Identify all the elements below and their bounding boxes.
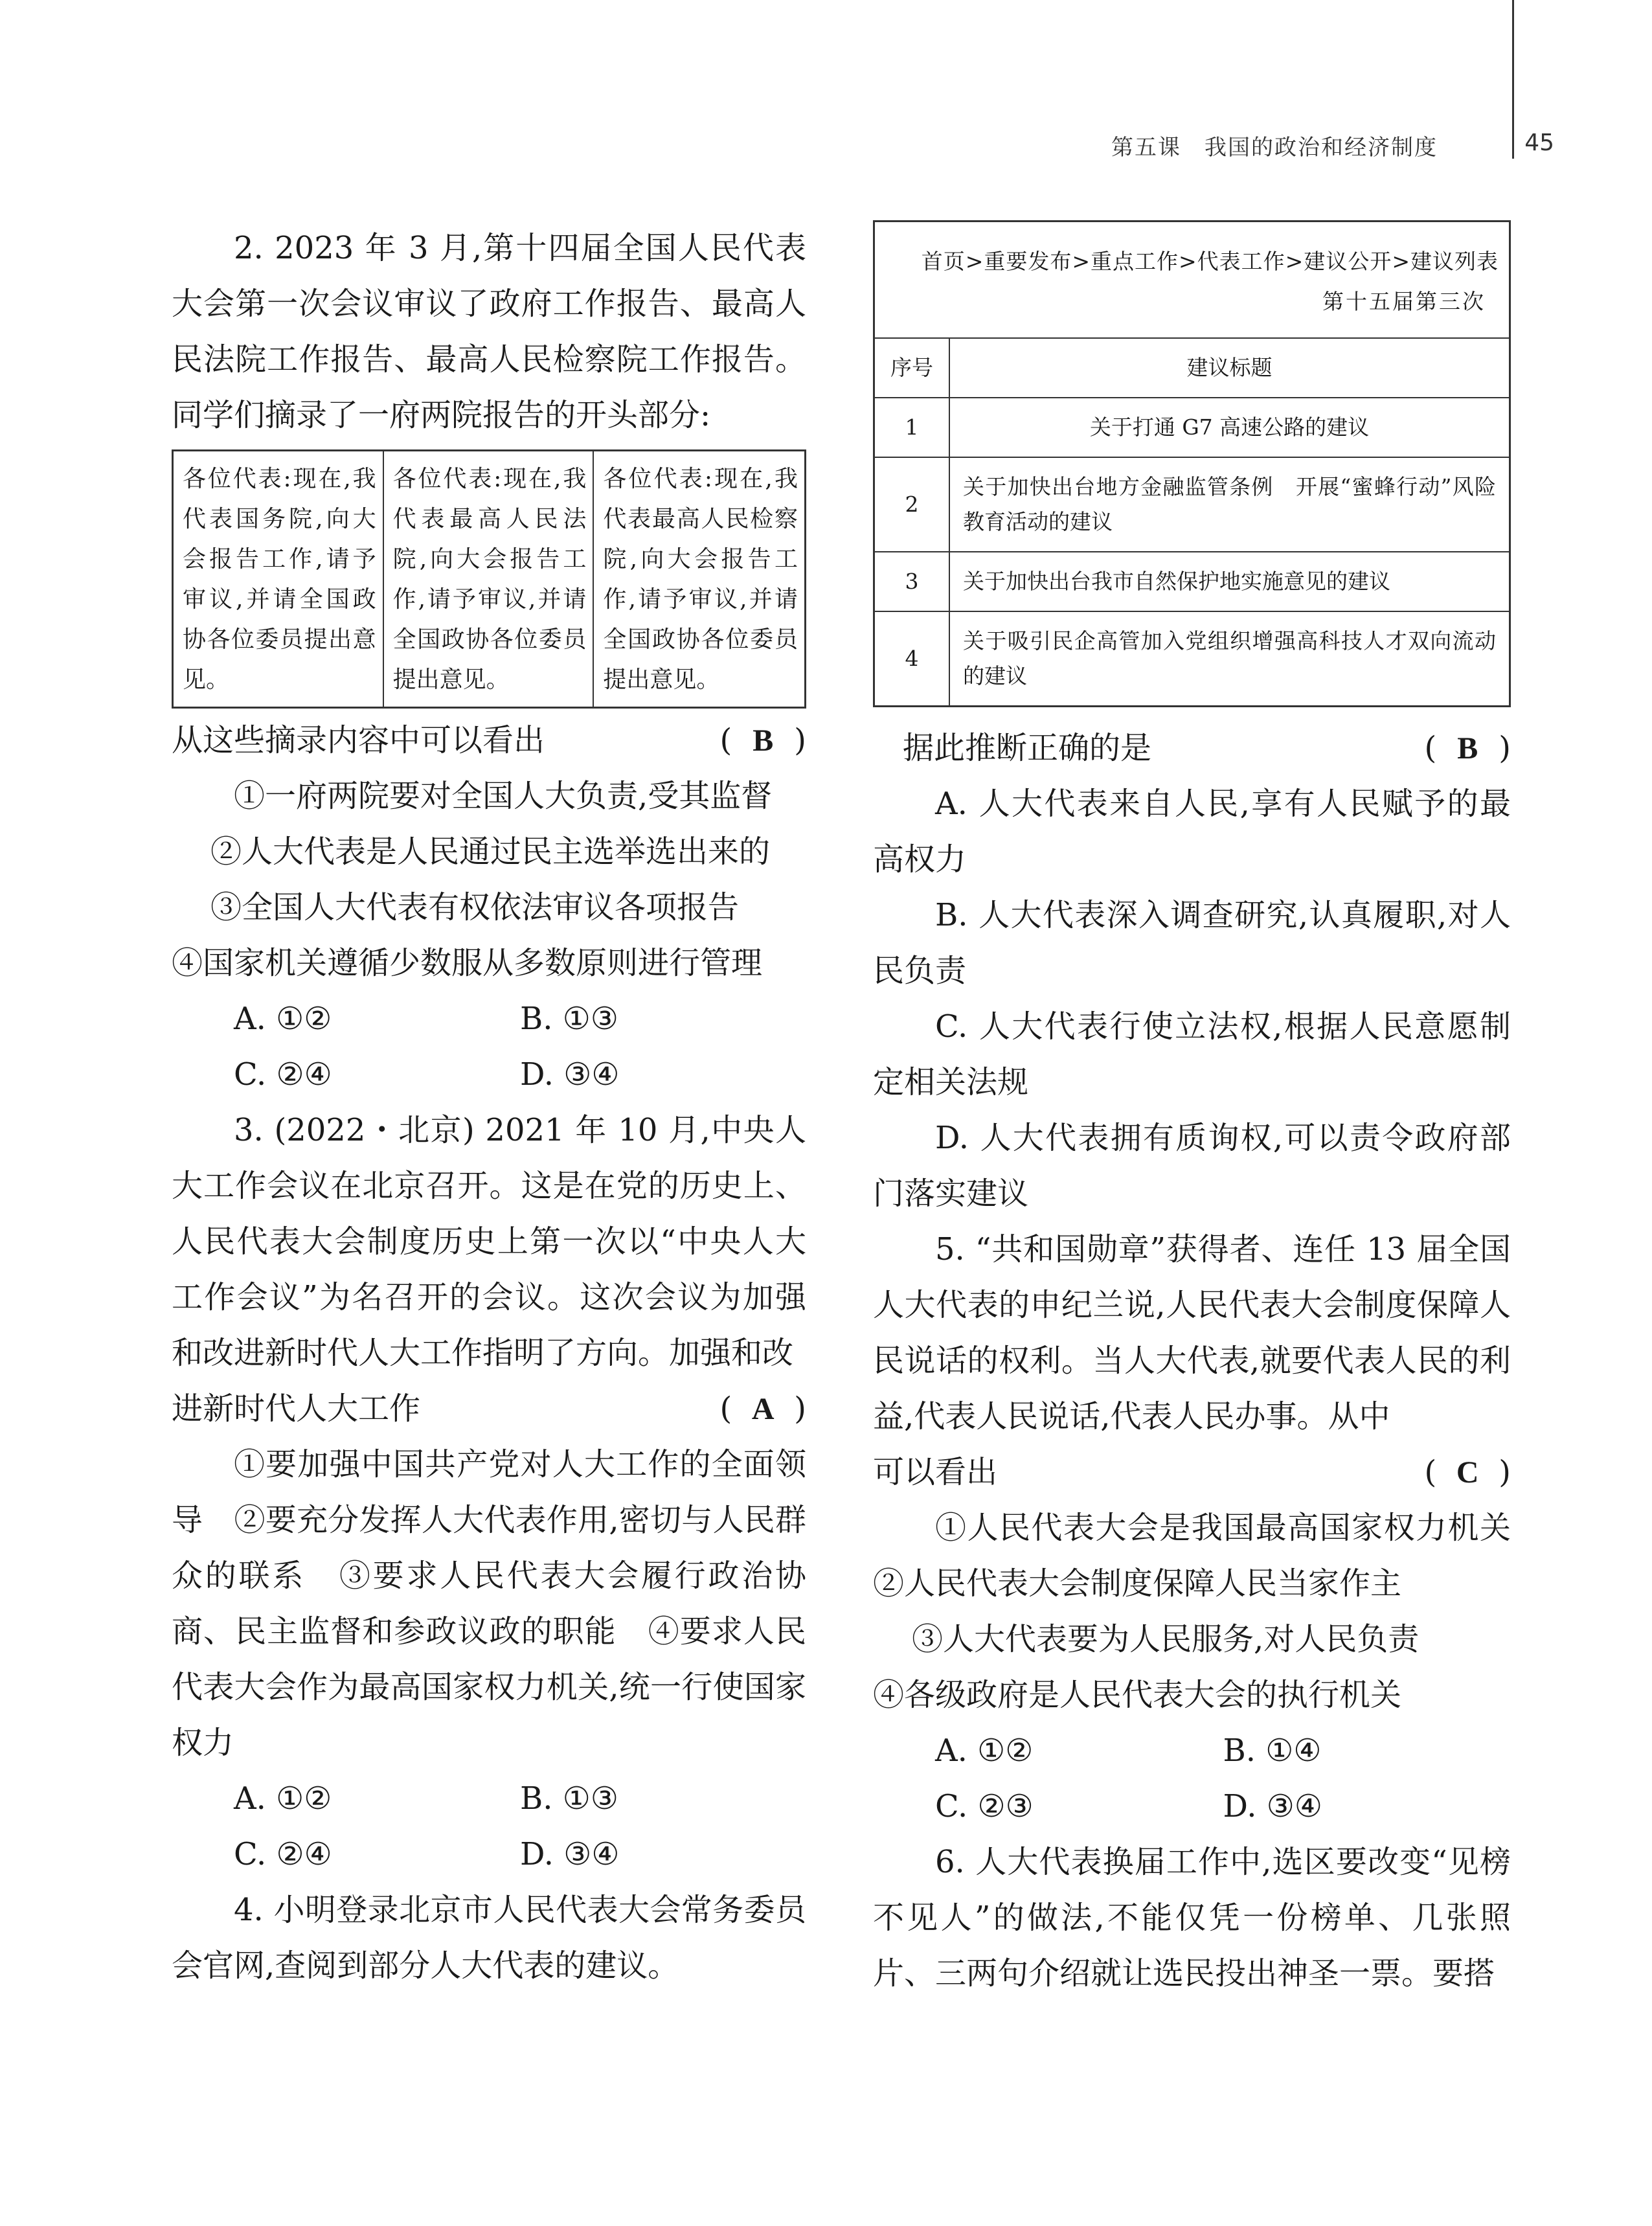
page-header xyxy=(1101,130,1554,168)
q4-answer-bracket: ( B ) xyxy=(1425,720,1511,777)
left-column xyxy=(172,220,806,1993)
table-row xyxy=(875,457,1509,552)
q5-answer: C xyxy=(1456,1455,1479,1490)
q2-choice-b: B. ①③ xyxy=(520,1001,618,1037)
suggestion-table xyxy=(875,339,1509,705)
q2-statement-1: ①一府两院要对全国人大负责,受其监督 xyxy=(234,778,773,814)
q5-choice-a: A. ①② xyxy=(935,1732,1034,1769)
excerpt-state-council: 各位代表:现在,我代表国务院,向大会报告工作,请予审议,并请全国政协各位委员提出意见。 xyxy=(174,451,384,707)
row-title: 关于吸引民企高管加入党组织增强高科技人才双向流动的建议 xyxy=(949,611,1509,705)
q3-choice-d: D. ③④ xyxy=(520,1836,620,1872)
q4-option-c: C. 人大代表行使立法权,根据人民意愿制定相关法规 xyxy=(873,1008,1511,1100)
q5-stem: 5. “共和国勋章”获得者、连任 13 届全国人大代表的申纪兰说,人民代表大会制度保障人民说话的权利。当人大代表,就要代表人民的利益,代表人民说话,代表人民办事。从中 xyxy=(873,1231,1511,1435)
q3-choices xyxy=(172,1771,806,1882)
q5-choices xyxy=(873,1723,1511,1834)
q2-statement-4: ④国家机关遵循少数服从多数原则进行管理 xyxy=(172,945,763,981)
q3-choice-a: A. ①② xyxy=(234,1780,332,1817)
table-row xyxy=(875,552,1509,611)
q2-statement-2: ②人大代表是人民通过民主选举选出来的 xyxy=(210,834,771,870)
breadcrumb: 首页>重要发布>重点工作>代表工作>建议公开>建议列表 xyxy=(921,249,1499,274)
q3-answer-bracket: ( A ) xyxy=(720,1381,806,1437)
q5-statements-1-2: ①人民代表大会是我国最高国家权力机关 ②人民代表大会制度保障人民当家作主 xyxy=(873,1510,1543,1602)
q4-question-text: 据此推断正确的是 xyxy=(903,730,1152,766)
q5-statement-3: ③人大代表要为人民服务,对人民负责 xyxy=(912,1621,1420,1657)
header-title: 建议标题 xyxy=(1186,355,1273,380)
q5-statement-4: ④各级政府是人民代表大会的执行机关 xyxy=(873,1677,1402,1713)
q5-choice-b: B. ①④ xyxy=(1223,1732,1322,1769)
q4-question xyxy=(873,720,1511,776)
q3-choice-c: C. ②④ xyxy=(234,1836,332,1872)
session-label: 第十五届第三次 xyxy=(875,282,1509,339)
table-row xyxy=(875,611,1509,705)
page-number: 45 xyxy=(1524,130,1554,156)
q2-choice-a: A. ①② xyxy=(234,1001,332,1037)
q4-answer: B xyxy=(1457,731,1478,766)
suggestion-list-panel xyxy=(873,220,1511,707)
q5-choice-c: C. ②③ xyxy=(935,1788,1034,1824)
q2-choice-c: C. ②④ xyxy=(234,1056,332,1093)
q2-choices xyxy=(172,991,806,1102)
q2-question xyxy=(172,712,806,768)
q5-choice-d: D. ③④ xyxy=(1223,1788,1322,1824)
q4-stem: 4. 小明登录北京市人民代表大会常务委员会官网,查阅到部分人大代表的建议。 xyxy=(172,1892,806,1984)
row-title: 关于打通 G7 高速公路的建议 xyxy=(949,398,1509,457)
q3-answer: A xyxy=(751,1392,775,1426)
table-row xyxy=(875,398,1509,457)
chapter-title: 第五课 我国的政治和经济制度 xyxy=(1111,135,1438,161)
q2-statement-3: ③全国人大代表有权依法审议各项报告 xyxy=(210,889,740,926)
q5-question-text: 可以看出 xyxy=(873,1454,998,1490)
q2-stem: 2. 2023 年 3 月,第十四届全国人民代表大会第一次会议审议了政府工作报告、最高人民法院工作报告、最高人民检察院工作报告。同学们摘录了一府两院报告的开头部分: xyxy=(172,230,806,433)
q2-choice-d: D. ③④ xyxy=(520,1056,620,1093)
table-header-row xyxy=(875,339,1509,398)
row-no: 4 xyxy=(875,611,949,705)
q3-stem: 3. (2022・北京) 2021 年 10 月,中央人大工作会议在北京召开。这是在党的历史上、人民代表大会制度历史上第一次以“中央人大工作会议”为名召开的会议。这次会议为加强和改进新时代人大工作指明了方向。加强和改 xyxy=(172,1112,806,1371)
header-no: 序号 xyxy=(875,339,949,398)
q4-option-a: A. 人大代表来自人民,享有人民赋予的最高权力 xyxy=(873,786,1511,878)
row-title: 关于加快出台我市自然保护地实施意见的建议 xyxy=(949,552,1509,611)
right-column xyxy=(873,220,1543,2001)
q3-statements: ①要加强中国共产党对人大工作的全面领导 ②要充分发挥人大代表作用,密切与人民群众的联系 ③要求人民代表大会履行政治协商、民主监督和参政议政的职能 ④要求人民代表大会作为最高国家权力机关,统一行使国家权力 xyxy=(172,1446,806,1761)
q2-question-text: 从这些摘录内容中可以看出 xyxy=(172,722,545,758)
excerpt-supreme-court: 各位代表:现在,我代表最高人民法院,向大会报告工作,请予审议,并请全国政协各位委员提出意见。 xyxy=(384,451,594,707)
q2-excerpt-table xyxy=(172,449,806,709)
excerpt-procuratorate: 各位代表:现在,我代表最高人民检察院,向大会报告工作,请予审议,并请全国政协各位委员提出意见。 xyxy=(603,466,798,693)
q2-answer-bracket: ( B ) xyxy=(720,712,806,769)
row-no: 3 xyxy=(875,552,949,611)
row-title: 关于加快出台地方金融监管条例 开展“蜜蜂行动”风险教育活动的建议 xyxy=(949,457,1509,552)
q3-question xyxy=(172,1381,806,1437)
q5-question xyxy=(873,1444,1511,1500)
q6-stem: 6. 人大代表换届工作中,选区要改变“见榜不见人”的做法,不能仅凭一份榜单、几张照片、三两句介绍就让选民投出神圣一票。要搭 xyxy=(873,1844,1511,1992)
row-no: 1 xyxy=(875,398,949,457)
q3-choice-b: B. ①③ xyxy=(520,1780,618,1817)
q4-option-d: D. 人大代表拥有质询权,可以责令政府部门落实建议 xyxy=(873,1120,1511,1212)
q2-answer: B xyxy=(752,723,774,758)
q4-option-b: B. 人大代表深入调查研究,认真履职,对人民负责 xyxy=(873,897,1511,989)
q5-answer-bracket: ( C ) xyxy=(1425,1444,1511,1501)
q3-question-text: 进新时代人大工作 xyxy=(172,1391,421,1427)
row-no: 2 xyxy=(875,457,949,552)
